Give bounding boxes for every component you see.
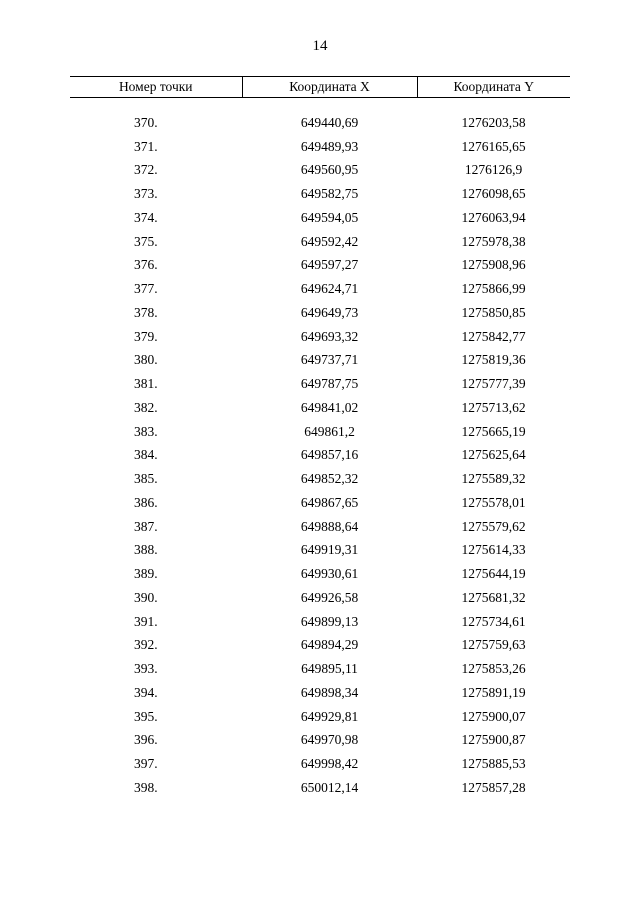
coordinate-x-cell: 649597,27 xyxy=(300,257,359,273)
table-row xyxy=(70,586,570,610)
coordinate-y-cell: 1275625,64 xyxy=(461,447,526,463)
coordinate-x-cell: 649787,75 xyxy=(300,376,359,392)
coordinate-y-cell: 1275850,85 xyxy=(461,304,526,320)
coordinate-y-cell: 1275908,96 xyxy=(461,257,526,273)
table-row xyxy=(70,681,570,705)
coordinate-x-cell: 649919,31 xyxy=(300,542,359,558)
table-row xyxy=(70,444,570,468)
coordinate-x-cell: 649898,34 xyxy=(300,684,359,700)
point-number-cell: 382. xyxy=(134,399,158,415)
coordinate-y-cell: 1275819,36 xyxy=(461,352,526,368)
coordinate-x-cell: 649929,81 xyxy=(300,708,359,724)
coordinate-x-cell: 649649,73 xyxy=(300,304,359,320)
table-row xyxy=(70,182,570,206)
coordinate-x-cell: 649841,02 xyxy=(300,399,359,415)
table-row xyxy=(70,491,570,515)
coordinate-x-cell: 649894,29 xyxy=(300,637,359,653)
table-row xyxy=(70,372,570,396)
table-row xyxy=(70,396,570,420)
point-number-cell: 386. xyxy=(134,494,158,510)
point-number-cell: 376. xyxy=(134,257,158,273)
coordinate-y-cell: 1275857,28 xyxy=(461,779,526,795)
table-row xyxy=(70,657,570,681)
coordinate-y-cell: 1275885,53 xyxy=(461,756,526,772)
coordinate-y-cell: 1275978,38 xyxy=(461,233,526,249)
coordinate-y-cell: 1276126,9 xyxy=(464,162,523,178)
coordinate-x-cell: 649489,93 xyxy=(300,138,359,154)
coordinate-x-cell: 649592,42 xyxy=(300,233,359,249)
coordinate-x-cell: 649930,61 xyxy=(300,566,359,582)
coordinate-x-cell: 649852,32 xyxy=(300,471,359,487)
coordinate-x-cell: 649440,69 xyxy=(300,114,359,130)
coordinate-y-cell: 1275681,32 xyxy=(461,589,526,605)
point-number-cell: 375. xyxy=(134,233,158,249)
point-number-cell: 395. xyxy=(134,708,158,724)
header-point-number: Номер точки xyxy=(70,77,242,98)
coordinate-x-cell: 649737,71 xyxy=(300,352,359,368)
table-row xyxy=(70,610,570,634)
coordinate-y-cell: 1275759,63 xyxy=(461,637,526,653)
coordinate-y-cell: 1275614,33 xyxy=(461,542,526,558)
point-number-cell: 390. xyxy=(134,589,158,605)
coordinate-x-cell: 649594,05 xyxy=(300,209,359,225)
coordinate-x-cell: 649899,13 xyxy=(300,613,359,629)
table-row xyxy=(70,277,570,301)
table-row xyxy=(70,539,570,563)
point-number-cell: 371. xyxy=(134,138,158,154)
point-number-cell: 380. xyxy=(134,352,158,368)
point-number-cell: 389. xyxy=(134,566,158,582)
point-number-cell: 391. xyxy=(134,613,158,629)
coordinate-x-cell: 649888,64 xyxy=(300,518,359,534)
point-number-cell: 387. xyxy=(134,518,158,534)
coordinate-x-cell: 650012,14 xyxy=(300,779,359,795)
point-number-cell: 394. xyxy=(134,684,158,700)
header-coordinate-y: Координата Y xyxy=(417,77,570,98)
point-number-cell: 379. xyxy=(134,328,158,344)
table-row xyxy=(70,752,570,776)
coordinate-x-cell: 649582,75 xyxy=(300,186,359,202)
point-number-cell: 378. xyxy=(134,304,158,320)
table-row xyxy=(70,349,570,373)
point-number-cell: 396. xyxy=(134,732,158,748)
point-number-cell: 385. xyxy=(134,471,158,487)
coordinate-y-cell: 1275665,19 xyxy=(461,423,526,439)
coordinate-y-cell: 1276063,94 xyxy=(461,209,526,225)
coordinate-y-cell: 1276203,58 xyxy=(461,114,526,130)
table-row xyxy=(70,230,570,254)
point-number-cell: 373. xyxy=(134,186,158,202)
coordinate-x-cell: 649857,16 xyxy=(300,447,359,463)
table-row xyxy=(70,111,570,135)
page-number: 14 xyxy=(312,38,328,54)
table-row xyxy=(70,254,570,278)
coordinate-y-cell: 1275853,26 xyxy=(461,661,526,677)
coordinate-x-cell: 649560,95 xyxy=(300,162,359,178)
coordinate-y-cell: 1275644,19 xyxy=(461,566,526,582)
point-number-cell: 377. xyxy=(134,281,158,297)
table-row xyxy=(70,325,570,349)
table-body xyxy=(70,98,570,800)
table-row xyxy=(70,729,570,753)
table-header-row xyxy=(70,77,570,98)
table-row xyxy=(70,206,570,230)
coordinate-y-cell: 1275866,99 xyxy=(461,281,526,297)
table-row xyxy=(70,776,570,800)
point-number-cell: 381. xyxy=(134,376,158,392)
point-number-cell: 370. xyxy=(134,114,158,130)
table-row xyxy=(70,562,570,586)
coordinate-y-cell: 1275589,32 xyxy=(461,471,526,487)
point-number-cell: 392. xyxy=(134,637,158,653)
coordinate-x-cell: 649693,32 xyxy=(300,328,359,344)
coordinate-x-cell: 649926,58 xyxy=(300,589,359,605)
coordinate-y-cell: 1276098,65 xyxy=(461,186,526,202)
point-number-cell: 397. xyxy=(134,756,158,772)
point-number-cell: 374. xyxy=(134,209,158,225)
table-row xyxy=(70,135,570,159)
table-row xyxy=(70,301,570,325)
coordinates-table xyxy=(70,76,570,800)
point-number-cell: 372. xyxy=(134,162,158,178)
coordinate-y-cell: 1275777,39 xyxy=(461,376,526,392)
table-row xyxy=(70,705,570,729)
coordinate-y-cell: 1275734,61 xyxy=(461,613,526,629)
table-row xyxy=(70,420,570,444)
table-row xyxy=(70,467,570,491)
point-number-cell: 398. xyxy=(134,779,158,795)
coordinate-y-cell: 1275578,01 xyxy=(461,494,526,510)
coordinate-x-cell: 649861,2 xyxy=(304,423,355,439)
table-row xyxy=(70,515,570,539)
coordinate-y-cell: 1276165,65 xyxy=(461,138,526,154)
coordinate-x-cell: 649624,71 xyxy=(300,281,359,297)
coordinate-x-cell: 649895,11 xyxy=(301,661,358,677)
coordinate-y-cell: 1275891,19 xyxy=(461,684,526,700)
coordinate-y-cell: 1275842,77 xyxy=(461,328,526,344)
coordinate-y-cell: 1275713,62 xyxy=(461,399,526,415)
coordinate-x-cell: 649998,42 xyxy=(300,756,359,772)
coordinate-y-cell: 1275900,07 xyxy=(461,708,526,724)
point-number-cell: 393. xyxy=(134,661,158,677)
point-number-cell: 383. xyxy=(134,423,158,439)
coordinate-y-cell: 1275579,62 xyxy=(461,518,526,534)
coordinate-x-cell: 649970,98 xyxy=(300,732,359,748)
header-coordinate-x: Координата X xyxy=(242,77,417,98)
coordinate-x-cell: 649867,65 xyxy=(300,494,359,510)
point-number-cell: 384. xyxy=(134,447,158,463)
table-row xyxy=(70,634,570,658)
coordinate-y-cell: 1275900,87 xyxy=(461,732,526,748)
point-number-cell: 388. xyxy=(134,542,158,558)
table-row xyxy=(70,159,570,183)
